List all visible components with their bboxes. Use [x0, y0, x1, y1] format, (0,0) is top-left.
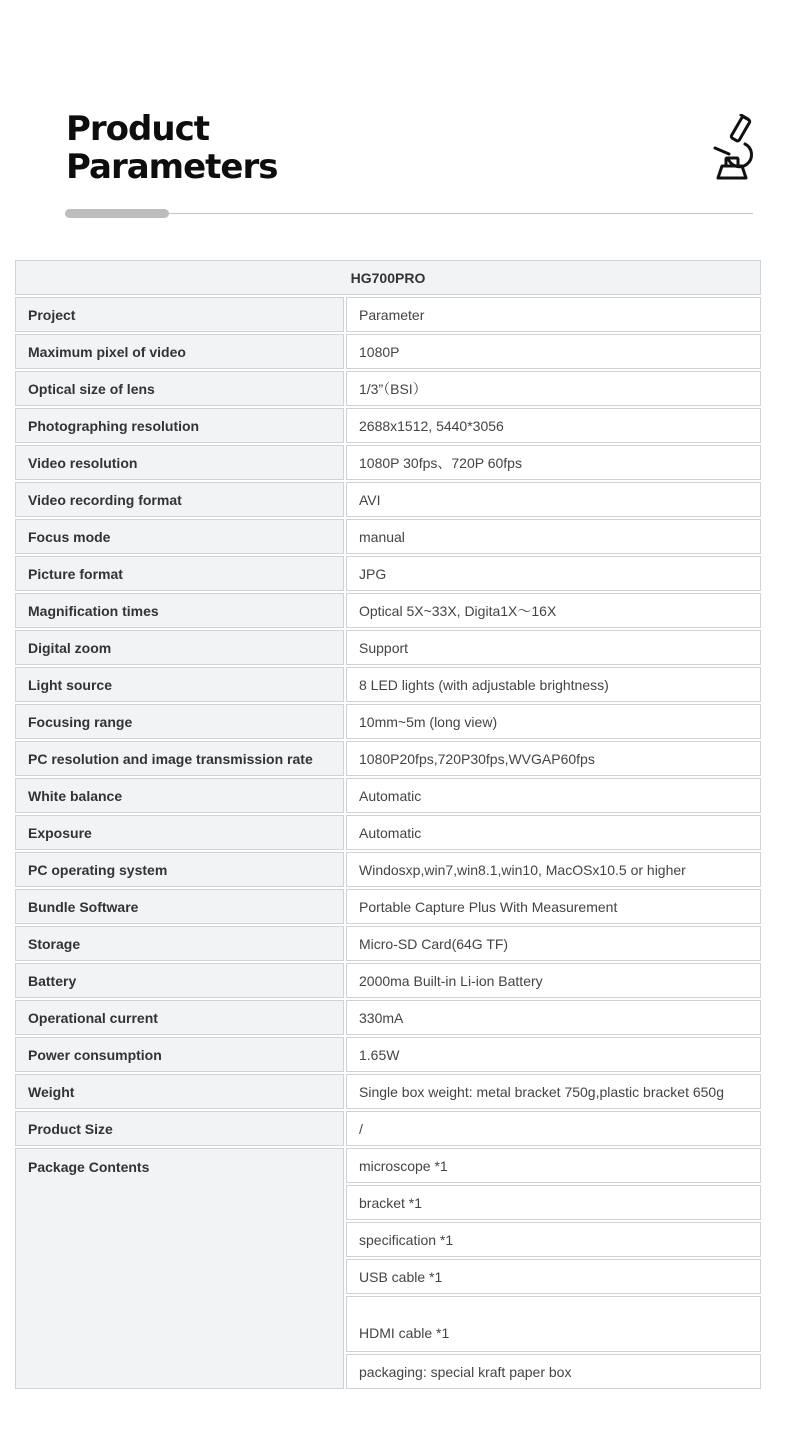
microscope-icon	[712, 114, 758, 182]
package-item: HDMI cable *1	[346, 1296, 761, 1352]
row-label: Digital zoom	[15, 630, 344, 665]
row-value: Windosxp,win7,win8.1,win10, MacOSx10.5 or higher	[346, 852, 761, 887]
row-label: Product Size	[15, 1111, 344, 1146]
row-value: AVI	[346, 482, 761, 517]
row-value: Support	[346, 630, 761, 665]
row-value: 1080P20fps,720P30fps,WVGAP60fps	[346, 741, 761, 776]
row-label: White balance	[15, 778, 344, 813]
page-title-line-1: Product	[66, 109, 209, 149]
row-value: JPG	[346, 556, 761, 591]
row-label: Battery	[15, 963, 344, 998]
page-title-line-2: Parameters	[66, 147, 278, 187]
row-label: Magnification times	[15, 593, 344, 628]
row-value: 1/3”（BSI）	[346, 371, 761, 406]
package-item: bracket *1	[346, 1185, 761, 1220]
row-label: Photographing resolution	[15, 408, 344, 443]
row-label: Bundle Software	[15, 889, 344, 924]
row-label: Video resolution	[15, 445, 344, 480]
package-contents-label: Package Contents	[15, 1148, 344, 1389]
row-value: Optical 5X~33X, Digita1X～16X	[346, 593, 761, 628]
row-label: Picture format	[15, 556, 344, 591]
package-item: specification *1	[346, 1222, 761, 1257]
row-value: Micro-SD Card(64G TF)	[346, 926, 761, 961]
row-label: Maximum pixel of video	[15, 334, 344, 369]
row-label: Optical size of lens	[15, 371, 344, 406]
row-value: manual	[346, 519, 761, 554]
row-value: Automatic	[346, 778, 761, 813]
package-item: microscope *1	[346, 1148, 761, 1183]
table-header: HG700PRO	[15, 260, 761, 295]
row-value: 8 LED lights (with adjustable brightness)	[346, 667, 761, 702]
row-label: Light source	[15, 667, 344, 702]
row-label: Operational current	[15, 1000, 344, 1035]
row-value: Single box weight: metal bracket 750g,plastic bracket 650g	[346, 1074, 761, 1109]
divider-line	[66, 213, 753, 214]
page-title	[66, 110, 277, 186]
row-label: Weight	[15, 1074, 344, 1109]
row-label: Exposure	[15, 815, 344, 850]
package-item: USB cable *1	[346, 1259, 761, 1294]
row-value: 2000ma Built-in Li-ion Battery	[346, 963, 761, 998]
row-label: PC resolution and image transmission rate	[15, 741, 344, 776]
row-value: 2688x1512, 5440*3056	[346, 408, 761, 443]
row-value: 10mm~5m (long view)	[346, 704, 761, 739]
row-value: 330mA	[346, 1000, 761, 1035]
row-label: Storage	[15, 926, 344, 961]
divider-accent	[65, 209, 169, 218]
row-value: 1.65W	[346, 1037, 761, 1072]
package-item: packaging: special kraft paper box	[346, 1354, 761, 1389]
row-label: Focus mode	[15, 519, 344, 554]
row-label: Video recording format	[15, 482, 344, 517]
row-value: Automatic	[346, 815, 761, 850]
row-value: Portable Capture Plus With Measurement	[346, 889, 761, 924]
row-label: Focusing range	[15, 704, 344, 739]
row-label: PC operating system	[15, 852, 344, 887]
row-value: 1080P	[346, 334, 761, 369]
row-value: Parameter	[346, 297, 761, 332]
row-label: Power consumption	[15, 1037, 344, 1072]
row-value: 1080P 30fps、720P 60fps	[346, 445, 761, 480]
row-label: Project	[15, 297, 344, 332]
row-value: /	[346, 1111, 761, 1146]
